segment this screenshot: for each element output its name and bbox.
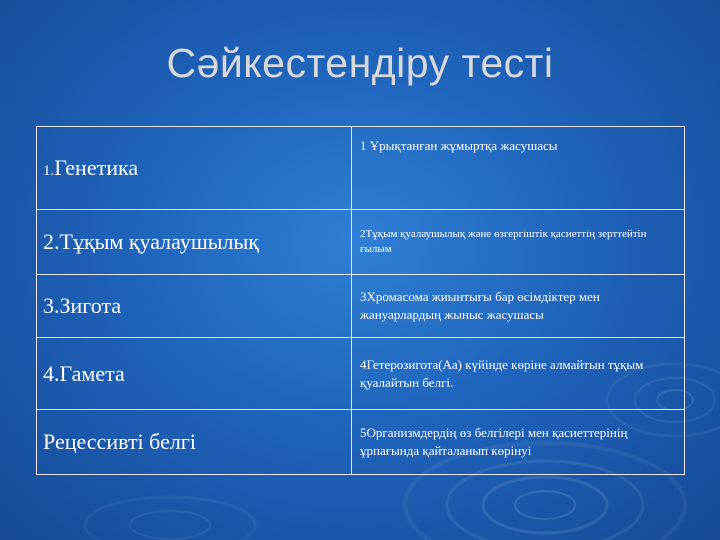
term-cell: 3.Зигота: [37, 275, 352, 338]
term-cell: 4.Гамета: [37, 338, 352, 410]
definition-cell: 3Хромасома жиынтығы бар өсімдіктер мен жануарлардың жыныс жасушасы: [352, 275, 685, 338]
table-row: [37, 127, 685, 210]
slide-title: Сәйкестендіру тесті: [166, 40, 554, 86]
table-row: [37, 338, 685, 410]
table-row: [37, 210, 685, 275]
table-row: [37, 275, 685, 338]
term-cell: 2.Тұқым қуалаушылық: [37, 210, 352, 275]
definition-cell: 2Тұқым қуалаушылық және өзгергіштік қасиеттің зерттейтін ғылым: [352, 210, 685, 275]
term-text: Генетика: [54, 155, 139, 180]
definition-cell: 1 Ұрықтанған жұмыртқа жасушасы: [352, 127, 685, 210]
term-cell: Рецессивті белгі: [37, 410, 352, 475]
term-cell: [37, 127, 352, 210]
definition-cell: 4Гетерозигота(Аа) күйінде көріне алмайтын тұқым қуалайтын белгі.: [352, 338, 685, 410]
matching-table: [36, 126, 685, 475]
table-row: [37, 410, 685, 475]
definition-cell: 5Организмдердің өз белгілері мен қасиеттерінің ұрпағында қайталанып көрінуі: [352, 410, 685, 475]
term-number: 1.: [43, 163, 55, 179]
